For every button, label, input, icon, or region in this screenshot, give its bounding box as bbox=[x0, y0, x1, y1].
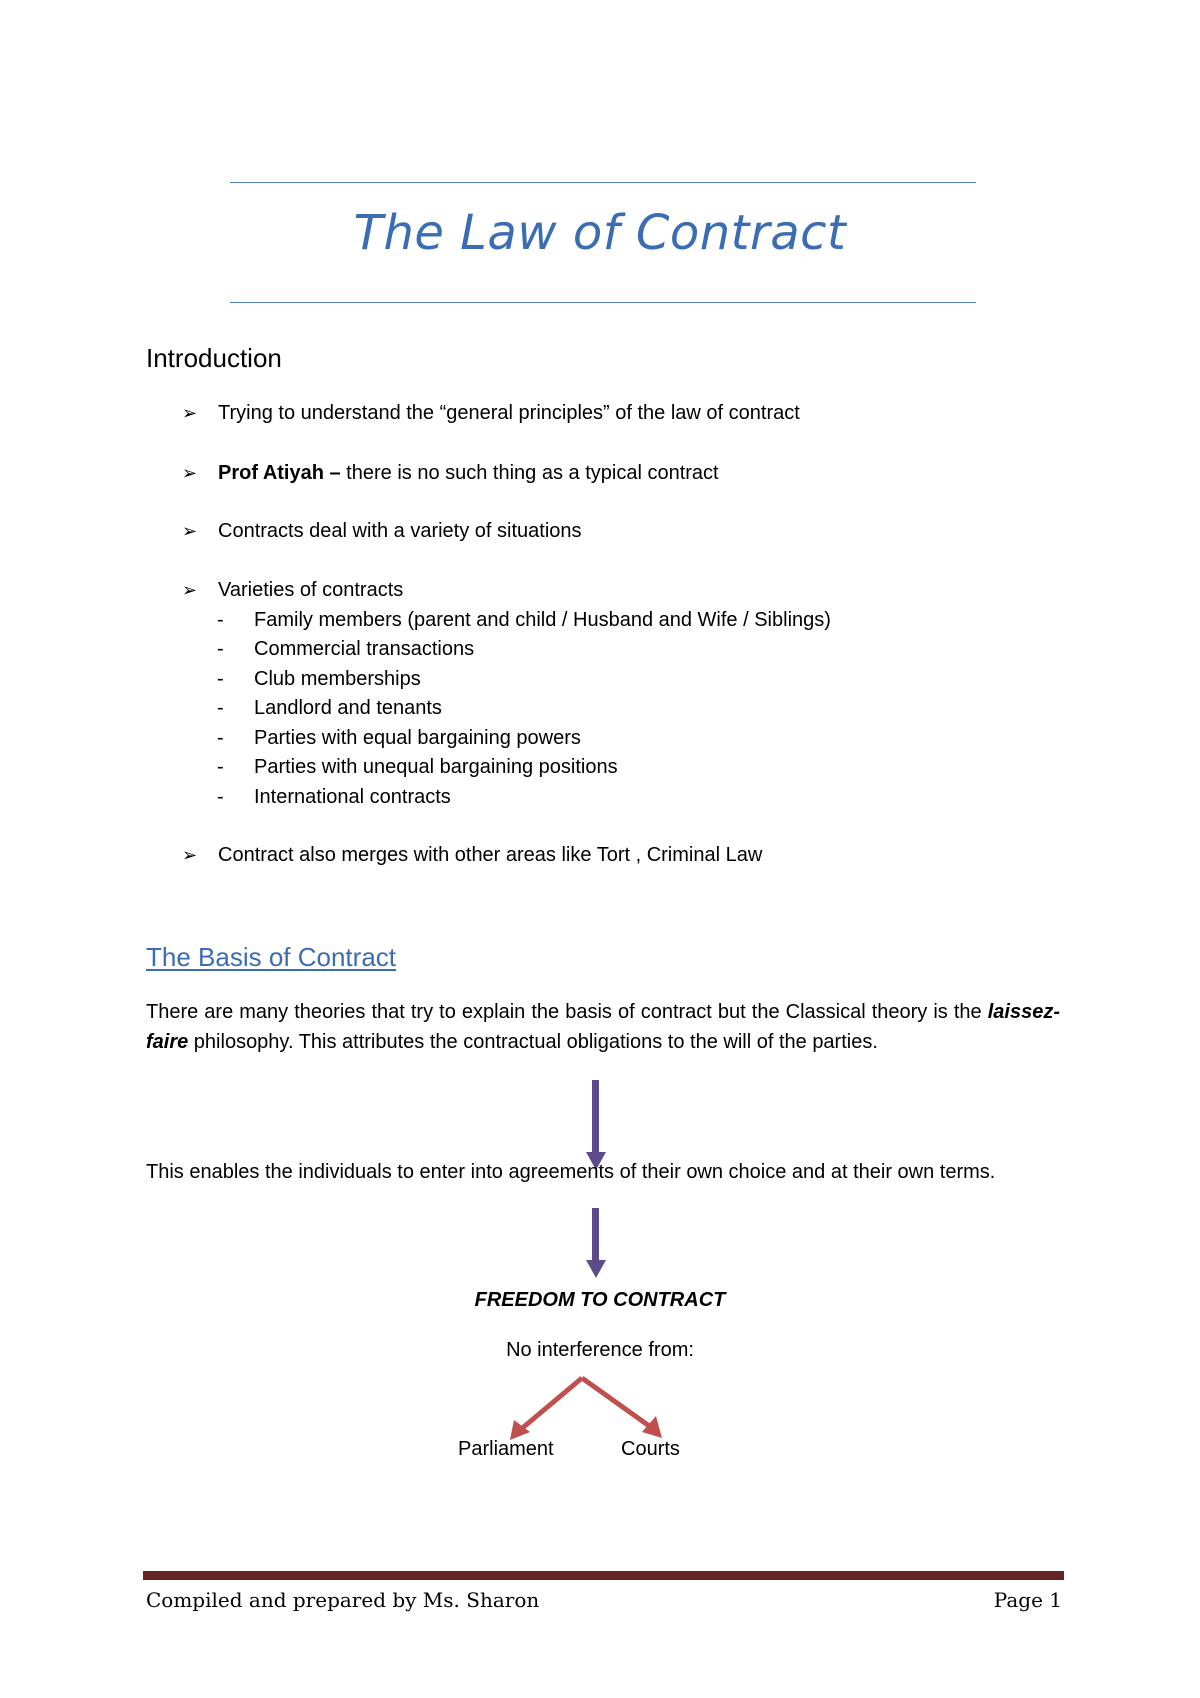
title-rule-bottom bbox=[230, 302, 976, 303]
list-item-text: Parties with unequal bargaining positions bbox=[254, 756, 618, 778]
branch-left-line bbox=[520, 1378, 582, 1430]
footer-author: Compiled and prepared by Ms. Sharon bbox=[146, 1588, 540, 1612]
list-item-text: Club memberships bbox=[254, 668, 421, 690]
no-interference-label: No interference from: bbox=[506, 1339, 694, 1361]
page-number: Page 1 bbox=[993, 1588, 1062, 1612]
dash-marker: - bbox=[217, 756, 224, 778]
dash-marker: - bbox=[217, 638, 224, 660]
introduction-heading: Introduction bbox=[146, 343, 282, 373]
branch-label-courts: Courts bbox=[621, 1438, 680, 1460]
arrow-bullet-icon: ➢ bbox=[182, 521, 198, 541]
emphasis-term: laissez-faire bbox=[146, 1001, 1060, 1053]
page-title: The Law of Contract bbox=[353, 205, 847, 261]
arrow-shaft bbox=[592, 1080, 599, 1154]
freedom-label: FREEDOM TO CONTRACT bbox=[474, 1289, 726, 1311]
paragraph-text: philosophy. This attributes the contractual obligations to the will of the parties. bbox=[188, 1031, 878, 1053]
branch-label-parliament: Parliament bbox=[458, 1438, 554, 1460]
paragraph-text: There are many theories that try to explain the basis of contract but the Classical theory is the bbox=[146, 1001, 988, 1023]
dash-marker: - bbox=[217, 609, 224, 631]
bullet-rest: there is no such thing as a typical contract bbox=[340, 462, 719, 484]
footer-bar bbox=[143, 1571, 1064, 1580]
dash-marker: - bbox=[217, 668, 224, 690]
bullet-text: Contract also merges with other areas like Tort , Criminal Law bbox=[218, 844, 763, 866]
bullet-text: Varieties of contracts bbox=[218, 579, 404, 601]
dash-marker: - bbox=[217, 786, 224, 808]
branch-right-head bbox=[642, 1416, 662, 1438]
arrow-bullet-icon: ➢ bbox=[182, 580, 198, 600]
arrow-head bbox=[586, 1260, 606, 1278]
bullet-text: Contracts deal with a variety of situations bbox=[218, 520, 582, 542]
title-rule-top bbox=[230, 182, 976, 183]
list-item-text: Family members (parent and child / Husband and Wife / Siblings) bbox=[254, 609, 831, 631]
bullet-bold-lead: Prof Atiyah – bbox=[218, 462, 341, 484]
arrow-bullet-icon: ➢ bbox=[182, 845, 198, 865]
list-item-text: Commercial transactions bbox=[254, 638, 475, 660]
arrow-bullet-icon: ➢ bbox=[182, 463, 198, 483]
list-item-text: Landlord and tenants bbox=[254, 697, 442, 719]
list-item-text: International contracts bbox=[254, 786, 451, 808]
bullet-text bbox=[218, 461, 719, 485]
arrow-shaft bbox=[592, 1208, 599, 1262]
section-heading: The Basis of Contract bbox=[146, 942, 396, 972]
bullet-text: Trying to understand the “general principles” of the law of contract bbox=[218, 402, 800, 424]
paragraph-freedom: This enables the individuals to enter into agreements of their own choice and at their own terms. bbox=[146, 1161, 996, 1183]
list-item-text: Parties with equal bargaining powers bbox=[254, 727, 581, 749]
dash-marker: - bbox=[217, 727, 224, 749]
paragraph-basis bbox=[146, 997, 1060, 1057]
branch-right-line bbox=[582, 1378, 652, 1428]
down-arrow-icon bbox=[580, 1208, 612, 1284]
dash-marker: - bbox=[217, 697, 224, 719]
arrow-bullet-icon: ➢ bbox=[182, 403, 198, 423]
